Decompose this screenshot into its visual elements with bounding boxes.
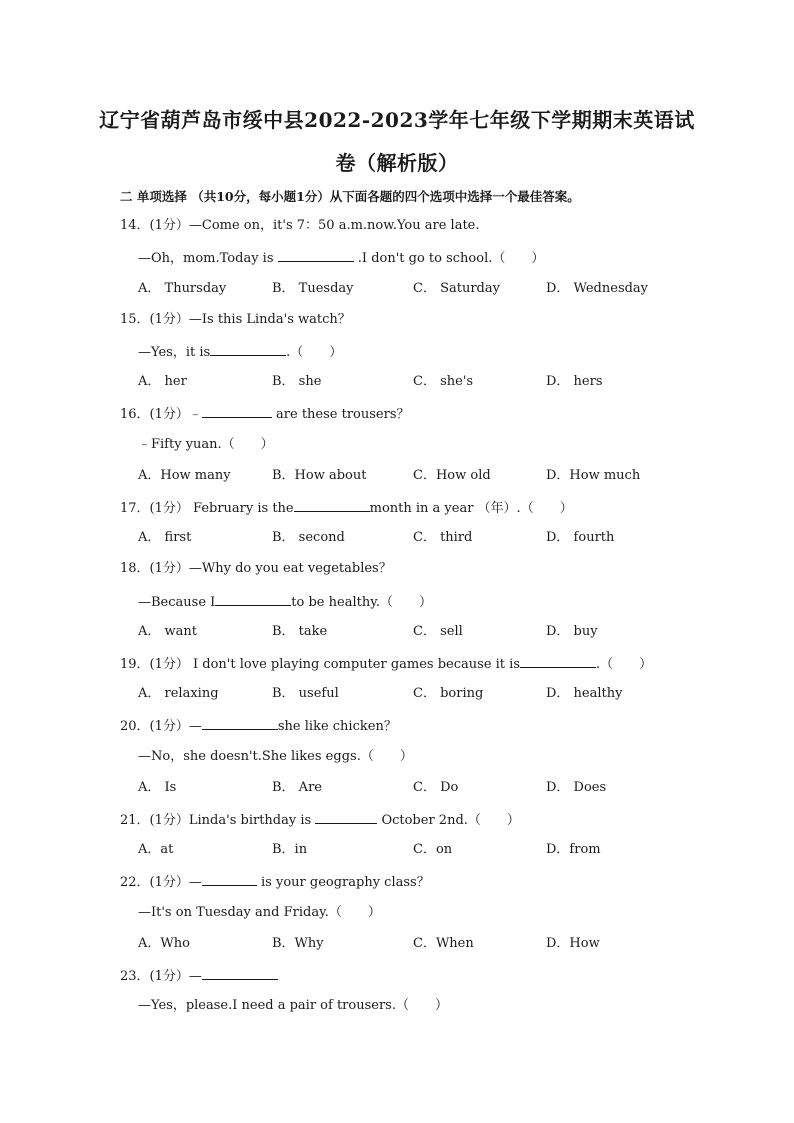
question-14-option-a: A． Thursday xyxy=(138,281,227,296)
question-22-stem: 22．(1分）— is your geography class？ xyxy=(120,872,430,892)
answer-blank xyxy=(278,248,354,262)
question-21-option-c: C．on xyxy=(413,842,453,857)
question-20-option-a: A． Is xyxy=(138,780,177,795)
answer-blank xyxy=(520,654,596,668)
question-17-option-b: B． second xyxy=(272,530,345,545)
answer-blank xyxy=(202,404,272,418)
question-21-option-d: D．from xyxy=(546,842,601,857)
question-23-line-2: —Yes，please.I need a pair of trousers.（ ） xyxy=(138,998,448,1013)
question-17-option-c: C． third xyxy=(413,530,473,545)
answer-blank xyxy=(210,342,286,356)
question-20-line-2: —No，she doesn't.She likes eggs.（ ） xyxy=(138,749,413,764)
question-22-option-d: D．How xyxy=(546,936,600,951)
question-19-stem: 19．(1分） I don't love playing computer games because it is .（ ） xyxy=(120,654,652,674)
question-22-option-b: B．Why xyxy=(272,936,324,951)
question-18-option-d: D． buy xyxy=(546,624,598,639)
question-16-stem: 16．(1分）﹣ are these trousers？ xyxy=(120,404,410,424)
question-17-stem: 17．(1分） February is the month in a year （年）.（ ） xyxy=(120,498,573,518)
question-23-stem: 23．(1分）— xyxy=(120,966,278,986)
question-21-stem: 21．(1分）Linda's birthday is October 2nd.（ ） xyxy=(120,810,520,830)
question-15-option-a: A． her xyxy=(138,374,187,389)
question-16-option-a: A．How many xyxy=(138,468,231,483)
question-21-option-b: B．in xyxy=(272,842,308,857)
answer-blank xyxy=(215,592,291,606)
question-21-option-a: A．at xyxy=(138,842,174,857)
question-17-option-a: A． first xyxy=(138,530,192,545)
question-18-option-c: C． sell xyxy=(413,624,463,639)
question-18-stem: 18．(1分）—Why do you eat vegetables？ xyxy=(120,561,392,576)
answer-blank xyxy=(202,966,278,980)
question-18-line-2: —Because I to be healthy.（ ） xyxy=(138,592,432,612)
question-16-option-c: C．How old xyxy=(413,468,491,483)
answer-blank xyxy=(202,716,278,730)
question-20-option-d: D． Does xyxy=(546,780,607,795)
question-19-option-d: D． healthy xyxy=(546,686,623,701)
question-14-option-c: C． Saturday xyxy=(413,281,500,296)
question-15-line-2: —Yes，it is .（ ） xyxy=(138,342,342,362)
question-19-option-b: B． useful xyxy=(272,686,339,701)
page-title-line-2: 卷（解析版） xyxy=(335,151,459,175)
answer-blank xyxy=(202,872,257,886)
answer-blank xyxy=(294,498,370,512)
section-heading: 二 单项选择 （共10分，每小题1分）从下面各题的四个选项中选择一个最佳答案。 xyxy=(120,189,580,204)
question-19-option-a: A． relaxing xyxy=(138,686,219,701)
question-20-stem: 20．(1分）— she like chicken？ xyxy=(120,716,397,736)
question-20-option-b: B． Are xyxy=(272,780,322,795)
question-15-option-d: D． hers xyxy=(546,374,603,389)
question-15-stem: 15．(1分）—Is this Linda's watch？ xyxy=(120,312,351,327)
question-18-option-b: B． take xyxy=(272,624,328,639)
answer-blank xyxy=(315,810,377,824)
question-14-option-d: D． Wednesday xyxy=(546,281,649,296)
question-15-option-c: C． she's xyxy=(413,374,474,389)
question-14-line-2: —Oh，mom.Today is .I don't go to school.（ ） xyxy=(138,248,544,268)
question-15-option-b: B． she xyxy=(272,374,322,389)
page-title-line-1: 辽宁省葫芦岛市绥中县2022-2023学年七年级下学期期末英语试 xyxy=(99,108,695,132)
question-20-option-c: C． Do xyxy=(413,780,459,795)
question-16-line-2: ﹣Fifty yuan.（ ） xyxy=(138,437,274,452)
question-14-stem: 14．(1分）—Come on，it's 7：50 a.m.now.You are late. xyxy=(120,218,480,233)
question-22-option-c: C．When xyxy=(413,936,474,951)
question-22-line-2: —It's on Tuesday and Friday.（ ） xyxy=(138,905,381,920)
question-17-option-d: D． fourth xyxy=(546,530,615,545)
question-18-option-a: A． want xyxy=(138,624,197,639)
question-22-option-a: A．Who xyxy=(138,936,190,951)
question-19-option-c: C． boring xyxy=(413,686,484,701)
question-16-option-d: D．How much xyxy=(546,468,641,483)
question-16-option-b: B．How about xyxy=(272,468,367,483)
question-14-option-b: B． Tuesday xyxy=(272,281,354,296)
